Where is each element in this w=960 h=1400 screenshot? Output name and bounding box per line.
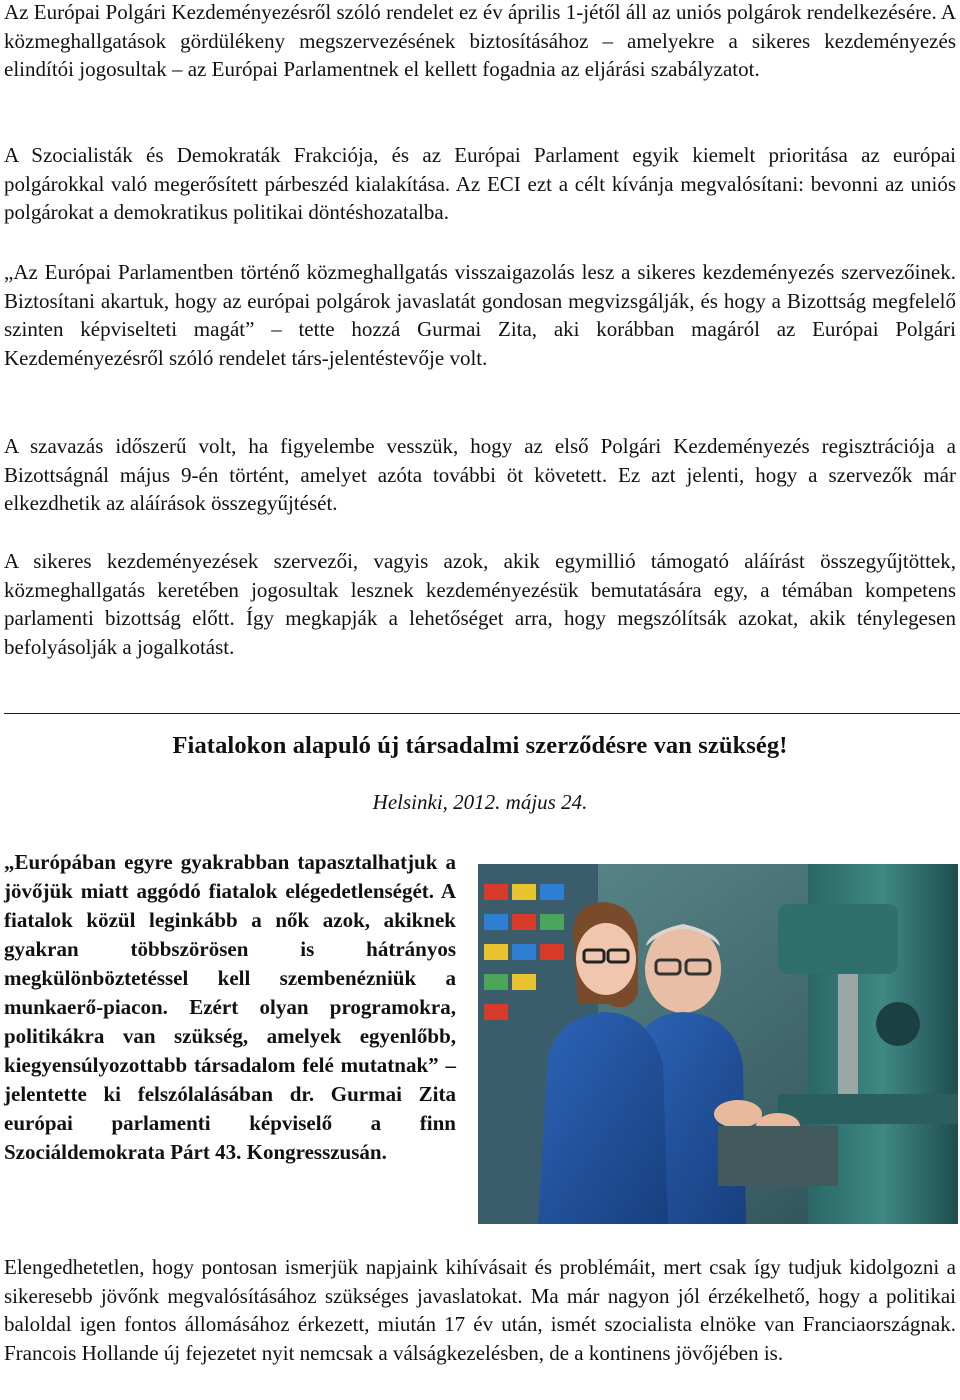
- lead-quote: „Európában egyre gyakrabban tapasztalhatjuk a jövőjük miatt aggódó fiatalok elégedetlenségét. A fiatalok közül leginkább a nők azok, akiknek gyakran többszörösen is hátrányos megkülönböztetéssel kell szembenézniük a munkaerő-piacon. Ezért olyan programokra, politikákra van szükség, amelyek egyenlőbb, kiegyensúlyozottabb társadalom felé mutatnak” – jelentette ki felszólalásában dr. Gurmai Zita európai parlamenti képviselő a finn Szociáldemokrata Párt 43. Kongresszusán.: [4, 850, 456, 1164]
- closing-paragraph: Elengedhetetlen, hogy pontosan ismerjük napjaink kihívásait és problémáit, mert csak így tudjuk kidolgozni a sikeresebb jövőnk megvalósításához szükséges javaslatokat. Ma már nagyon jól érzékelhető, hogy a politikai baloldal igen fontos állomásához érkezett, miután 17 év után, ismét szocialista elnöke van Franciaországnak. Francois Hollande új fejezetet nyit nemcsak a válságkezelésben, de a kontinens jövőjében is.: [4, 1255, 956, 1365]
- paragraph-vote-timing: A szavazás időszerű volt, ha figyelembe vesszük, hogy az első Polgári Kezdeményezés regisztrációja a Bizottságnál május 9-én történt, amelyet azóta további öt követett. Ez azt jelenti, hogy a szervezők már elkezdhetik az aláírások összegyűjtését.: [4, 434, 956, 516]
- paragraph-gurmai-quote: „Az Európai Parlamentben történő közmeghallgatás visszaigazolás lesz a sikeres kezdeményezés szervezőinek. Biztosítani akartuk, hogy az európai polgárok javaslatát gondosan megvizsgálják, és hogy a Bizottság megfelelő szinten képviselteti magát” – tette hozzá Gurmai Zita, aki korábban magáról az Európai Polgári Kezdeményezésről szóló rendelet társ-jelentéstevője volt.: [4, 260, 956, 370]
- paragraph-eci-regulation: Az Európai Polgári Kezdeményezésről szóló rendelet ez év április 1-jétől áll az uniós polgárok rendelkezésére. A közmeghallgatások gördülékeny megszervezésének biztosításához – amelyekre a sikeres kezdeményezés elindítói jogosultak – az Európai Parlamentnek el kellett fogadnia az eljárási szabályzatot.: [4, 0, 956, 82]
- paragraph-sd-priority: A Szocialisták és Demokraták Frakciója, és az Európai Parlament egyik kiemelt prioritása az európai polgárokkal való megerősített párbeszéd kialakítása. Az ECI ezt a célt kívánja megvalósítani: bevonni az uniós polgárokat a demokratikus politikai döntéshozatalba.: [4, 143, 956, 225]
- workshop-photo: [478, 864, 958, 1224]
- section-divider: [4, 713, 960, 714]
- section-title: Fiatalokon alapuló új társadalmi szerződésre van szükség!: [172, 732, 788, 759]
- paragraph-successful-initiatives: A sikeres kezdeményezések szervezői, vagyis azok, akik egymillió támogató aláírást összegyűjtöttek, közmeghallgatás keretében jogosultak lesznek kezdeményezésük bemutatására egy, a témában kompetens parlamenti bizottság előtt. Így megkapják a lehetőséget arra, hogy megszólítsák azokat, akik ténylegesen befolyásolják a jogalkotást.: [4, 549, 956, 659]
- dateline: Helsinki, 2012. május 24.: [372, 790, 588, 814]
